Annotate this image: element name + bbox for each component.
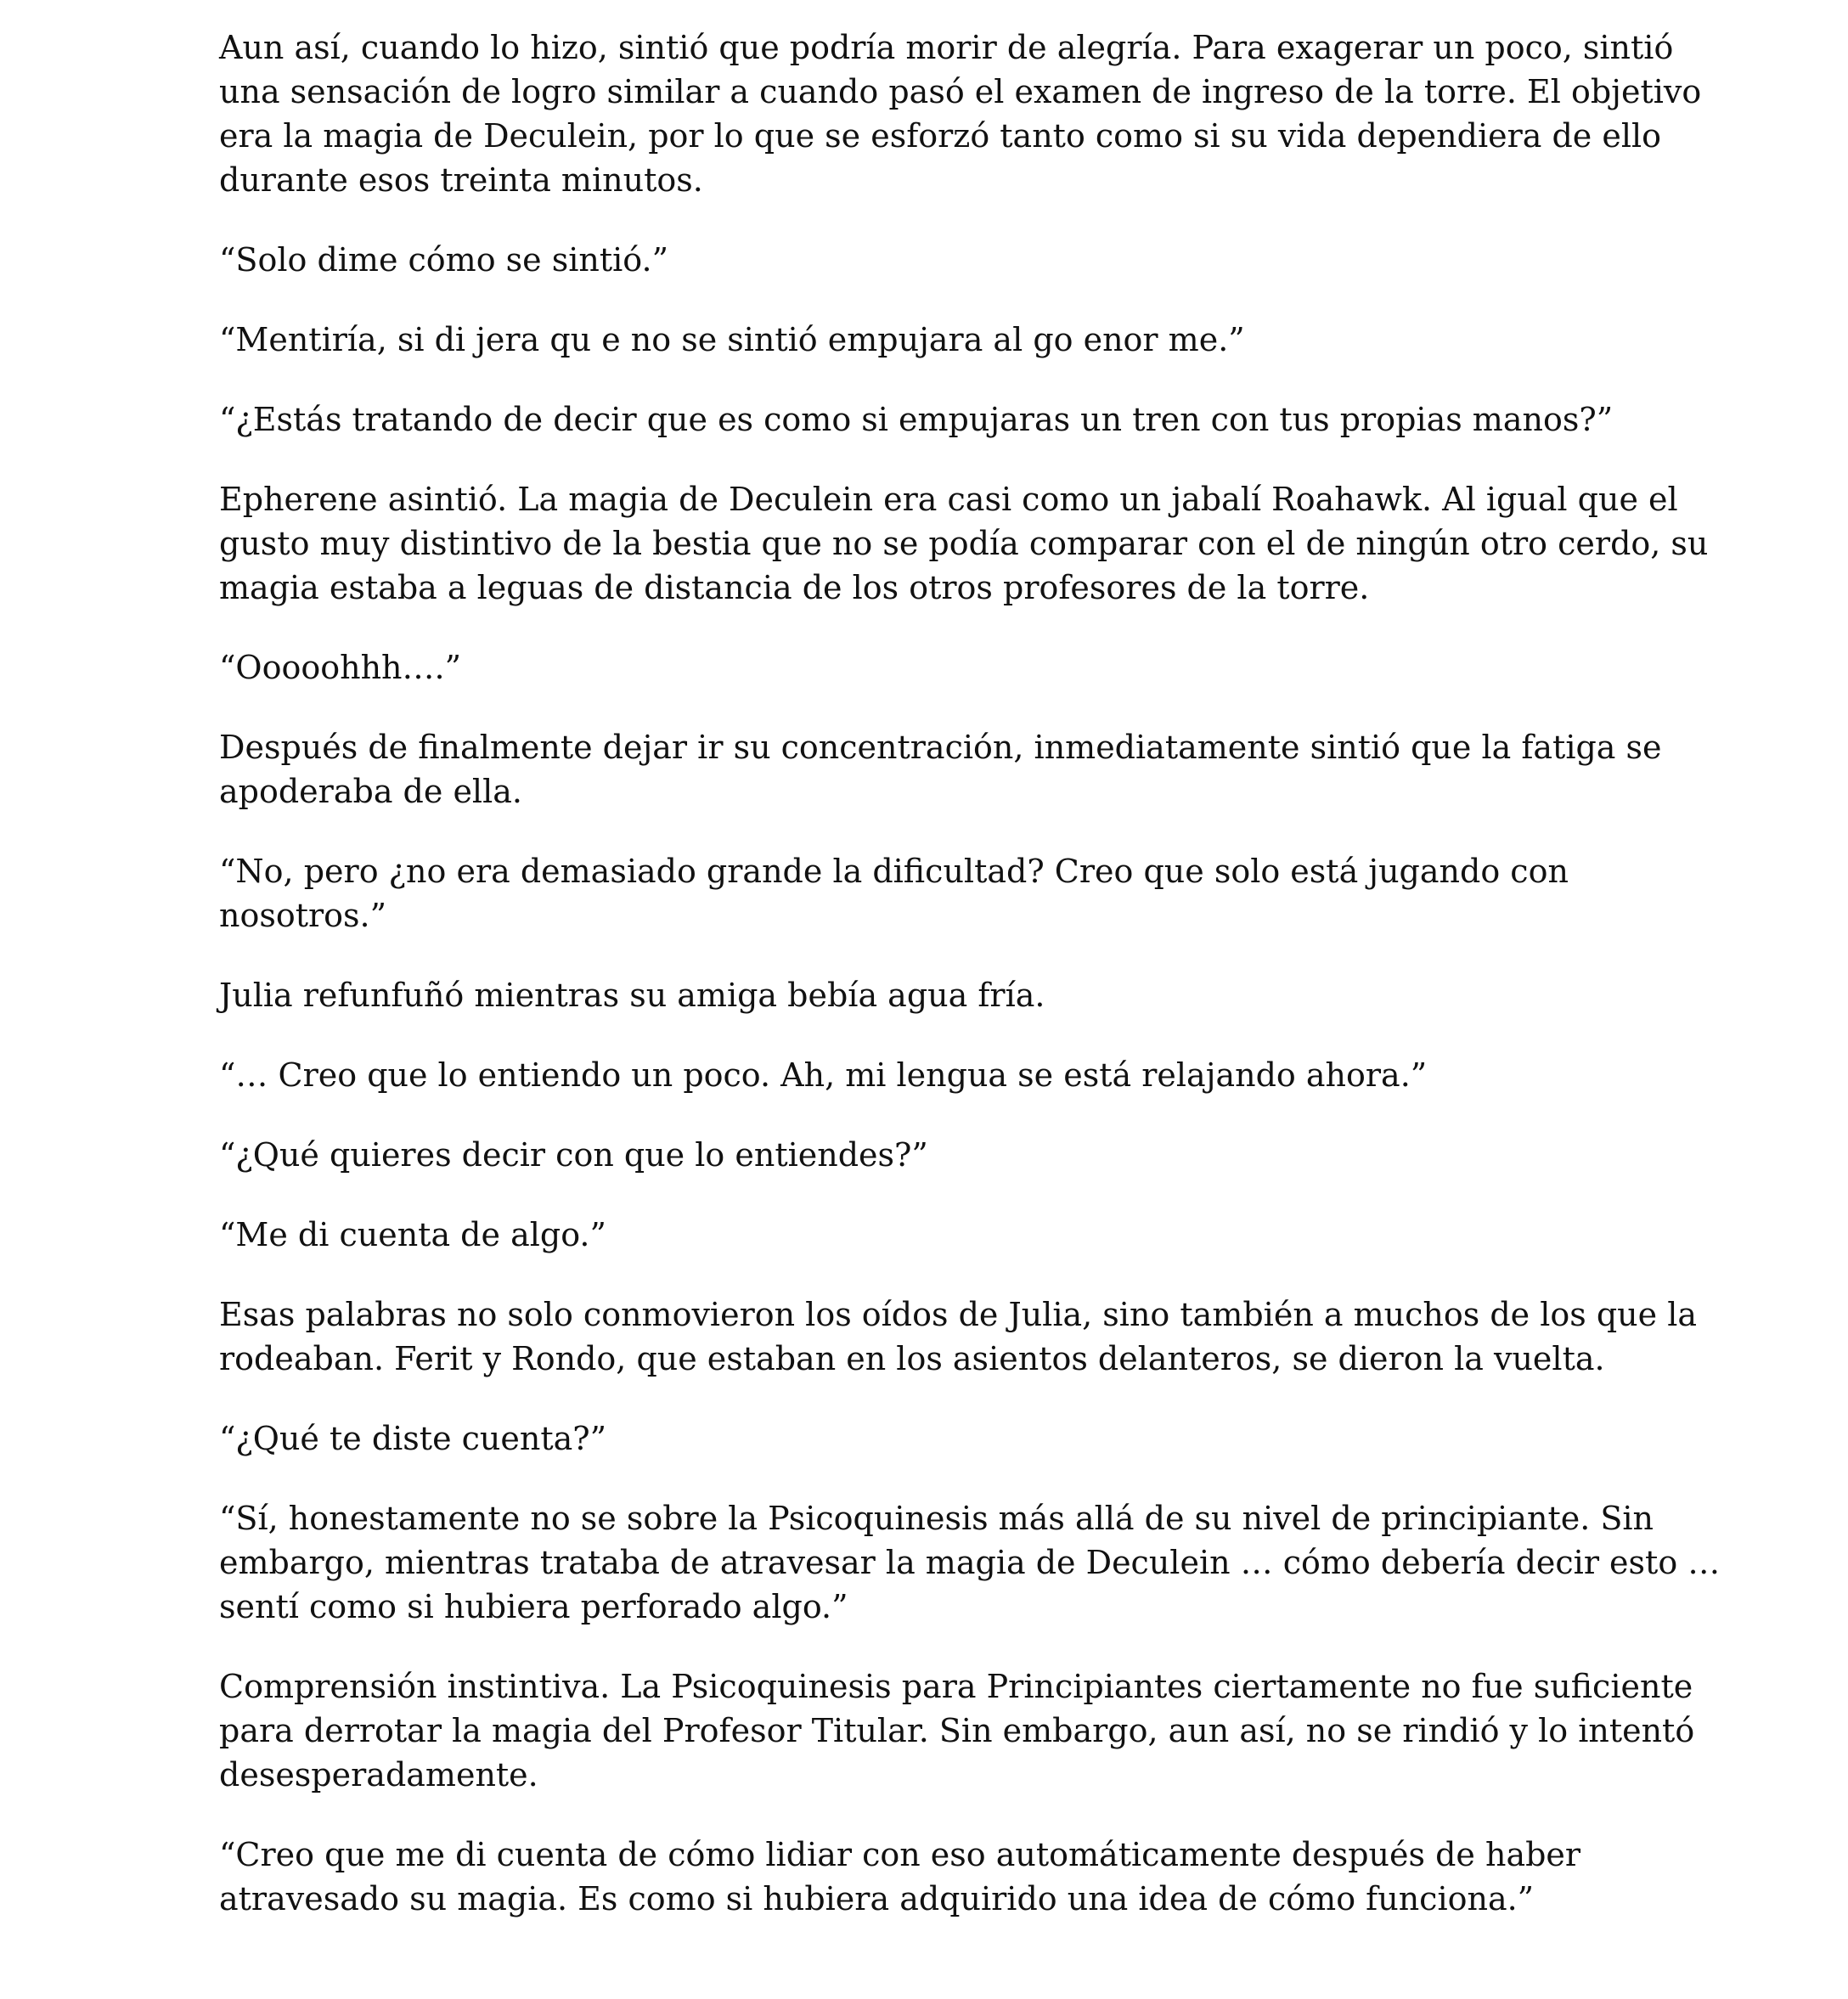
paragraph	[219, 1133, 1629, 1177]
text-line: “Me di cuenta de algo.”	[219, 1216, 606, 1253]
text-line: “Creo que me di cuenta de cómo lidiar con eso automáticamente después de haber	[219, 1836, 1581, 1873]
paragraph	[219, 1053, 1629, 1097]
text-line: desesperadamente.	[219, 1756, 538, 1793]
text-line: “Solo dime cómo se sintió.”	[219, 241, 669, 279]
paragraph	[219, 318, 1629, 362]
text-line: “Ooooohhh….”	[219, 649, 462, 686]
paragraph	[219, 849, 1629, 938]
text-line: Después de finalmente dejar ir su concentración, inmediatamente sintió que la fatiga se	[219, 729, 1662, 766]
paragraph	[219, 645, 1629, 690]
paragraph	[219, 1496, 1721, 1629]
text-line: rodeaban. Ferit y Rondo, que estaban en los asientos delanteros, se dieron la vuelta.	[219, 1340, 1605, 1377]
text-line: “… Creo que lo entiendo un poco. Ah, mi lengua se está relajando ahora.”	[219, 1056, 1428, 1094]
paragraph	[219, 1292, 1698, 1381]
text-line: “No, pero ¿no era demasiado grande la dificultad? Creo que solo está jugando con	[219, 853, 1569, 890]
paragraph	[219, 1833, 1629, 1921]
document-body	[219, 25, 1721, 1957]
text-line: una sensación de logro similar a cuando pasó el examen de ingreso de la torre. El objetivo	[219, 73, 1702, 110]
text-line: Esas palabras no solo conmovieron los oídos de Julia, sino también a muchos de los que la	[219, 1296, 1698, 1333]
text-line: “¿Qué te diste cuenta?”	[219, 1420, 607, 1457]
paragraph	[219, 1416, 1629, 1461]
text-line: Comprensión instintiva. La Psicoquinesis para Principiantes ciertamente no fue suficiente	[219, 1668, 1693, 1705]
text-line: Julia refunfuñó mientras su amiga bebía agua fría.	[219, 977, 1045, 1014]
text-line: “¿Estás tratando de decir que es como si empujaras un tren con tus propias manos?”	[219, 401, 1614, 438]
text-line: apoderaba de ella.	[219, 773, 522, 810]
paragraph	[219, 1213, 1629, 1257]
text-line: gusto muy distintivo de la bestia que no se podía comparar con el de ningún otro cerdo, su	[219, 525, 1709, 562]
paragraph	[219, 725, 1662, 814]
text-line: para derrotar la magia del Profesor Titular. Sin embargo, aun así, no se rindió y lo intentó	[219, 1712, 1695, 1749]
text-line: “Sí, honestamente no se sobre la Psicoquinesis más allá de su nivel de principiante. Sin	[219, 1500, 1654, 1537]
paragraph	[219, 397, 1629, 442]
text-line: “Mentiría, si di jera qu e no se sintió empujara al go enor me.”	[219, 321, 1245, 358]
paragraph	[219, 25, 1702, 202]
text-line: magia estaba a leguas de distancia de los otros profesores de la torre.	[219, 569, 1370, 606]
text-line: “¿Qué quieres decir con que lo entiendes?”	[219, 1136, 928, 1174]
paragraph	[219, 477, 1709, 610]
paragraph	[219, 238, 1629, 282]
text-line: Epherene asintió. La magia de Deculein era casi como un jabalí Roahawk. Al igual que el	[219, 481, 1678, 518]
text-line: embargo, mientras trataba de atravesar la magia de Deculein … cómo debería decir esto …	[219, 1544, 1721, 1581]
text-line: Aun así, cuando lo hizo, sintió que podría morir de alegría. Para exagerar un poco, sintió	[219, 29, 1674, 66]
text-line: nosotros.”	[219, 897, 387, 934]
text-line: durante esos treinta minutos.	[219, 161, 703, 199]
paragraph	[219, 973, 1629, 1017]
text-line: era la magia de Deculein, por lo que se esforzó tanto como si su vida dependiera de ello	[219, 117, 1662, 155]
text-line: sentí como si hubiera perforado algo.”	[219, 1588, 848, 1625]
paragraph	[219, 1664, 1695, 1797]
text-line: atravesado su magia. Es como si hubiera adquirido una idea de cómo funciona.”	[219, 1880, 1535, 1917]
